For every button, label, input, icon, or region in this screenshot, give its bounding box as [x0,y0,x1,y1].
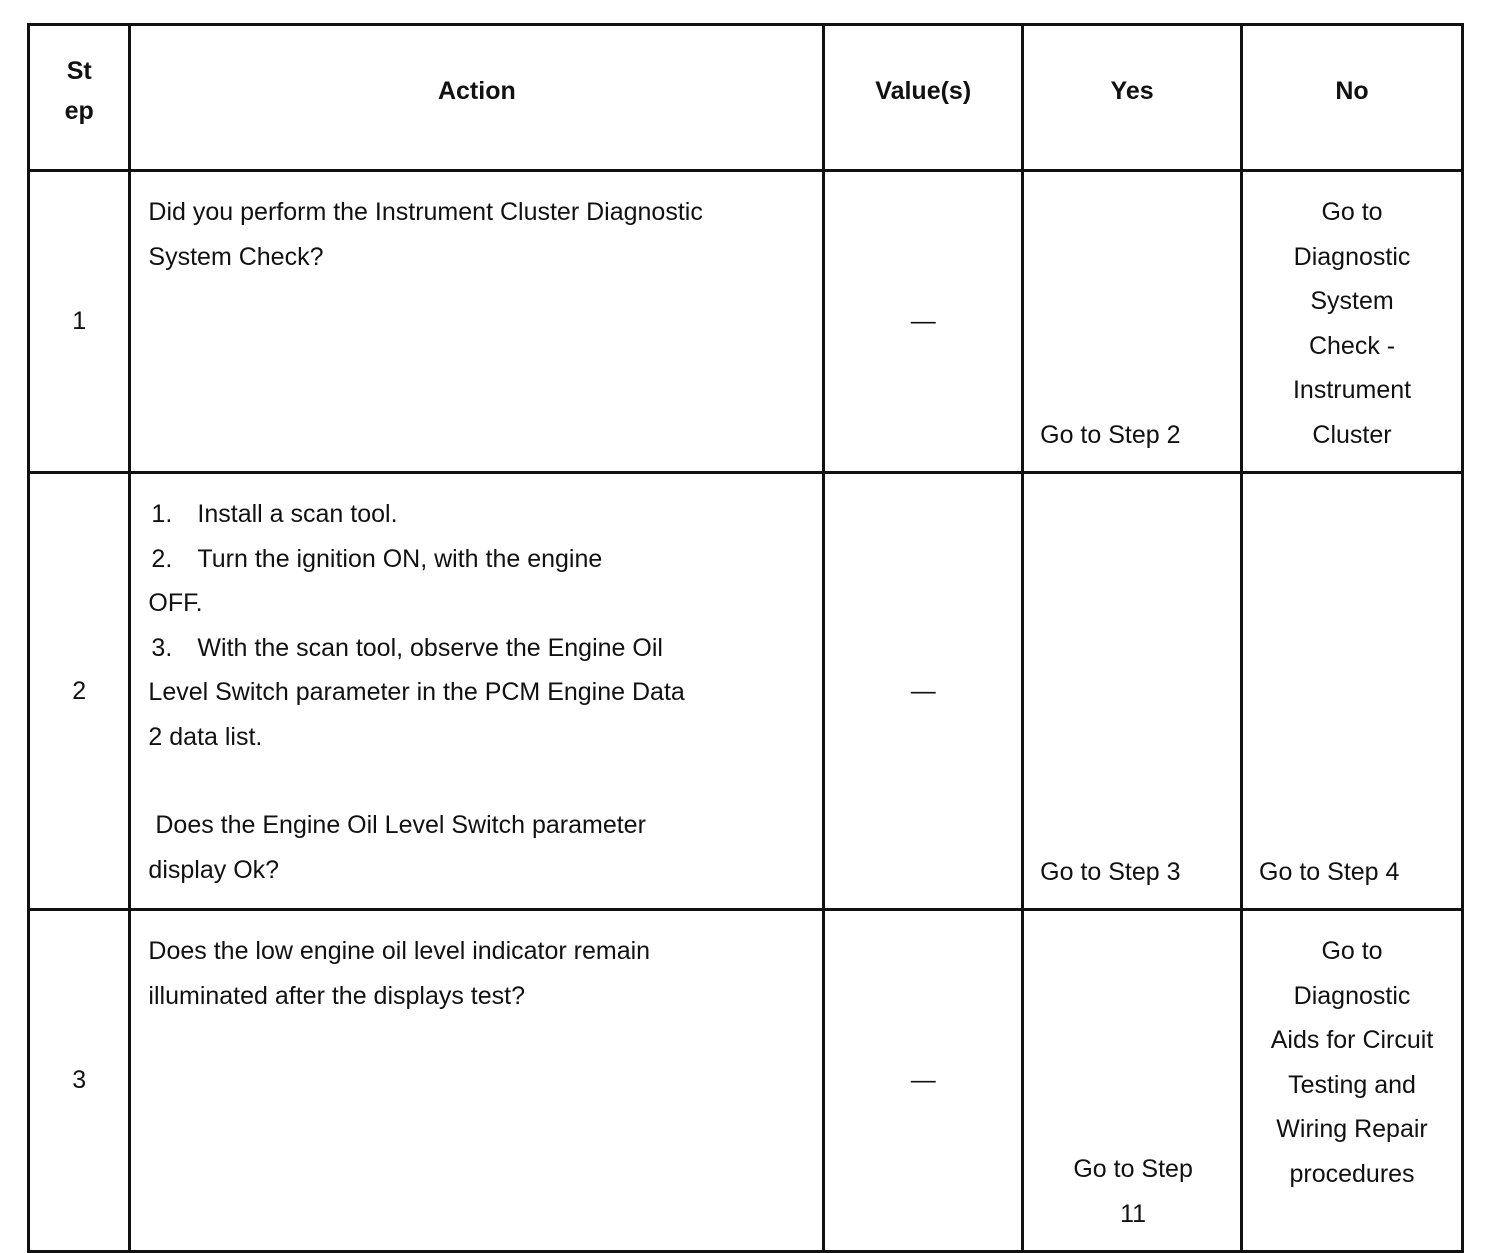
no-text: Cluster [1312,420,1392,449]
value-cell: — [824,171,1023,473]
table-row [29,910,1463,1252]
table-row [29,171,1463,473]
yes-cell: Go to Step 3 [1023,473,1242,910]
header-step [29,25,130,171]
item-number: 3. [151,633,173,662]
action-list-item [148,492,812,537]
action-text: OFF. [148,589,203,617]
action-cell [130,473,824,910]
item-text: With the scan tool, observe the Engine Oil [197,633,663,662]
no-text: Diagnostic [1293,242,1411,271]
no-text: procedures [1289,1159,1415,1188]
action-list-item [148,626,812,671]
action-text: Does the low engine oil level indicator remain [148,937,651,965]
value-cell: — [824,473,1023,910]
item-text: Install a scan tool. [197,500,398,528]
no-text: Diagnostic [1293,981,1411,1010]
spacer [148,759,812,803]
yes-text: 11 [1120,1199,1147,1228]
action-cell [130,171,824,473]
action-question: Does the Engine Oil Level Switch parameter [148,811,646,839]
no-text: Check - [1308,331,1396,360]
no-text: Go to [1321,937,1383,965]
action-list-item [148,537,812,582]
action-text: 2 data list. [148,722,263,751]
item-text: Turn the ignition ON, with the engine [197,544,603,573]
action-text: illuminated after the displays test? [148,981,526,1010]
step-number: 3 [29,910,130,1252]
no-text: Testing and [1288,1070,1416,1099]
no-cell: Go to Step 4 [1242,473,1463,910]
no-text: Aids for Circuit [1270,1026,1434,1054]
no-text: Instrument [1292,376,1412,404]
header-yes: Yes [1023,25,1242,171]
header-step-line2: ep [64,96,94,125]
yes-text: Go to Step [1073,1155,1193,1183]
header-value: Value(s) [824,25,1023,171]
no-text: Wiring Repair [1276,1115,1428,1143]
item-number: 1. [151,500,173,528]
table-row [29,473,1463,910]
value-cell: — [824,910,1023,1252]
action-text: Did you perform the Instrument Cluster Diagnostic [148,198,703,226]
header-action: Action [130,25,824,171]
yes-cell [1023,910,1242,1252]
item-number: 2. [151,544,173,573]
step-number: 1 [29,171,130,473]
header-step-line1: St [66,56,92,85]
action-text: System Check? [148,242,324,271]
action-text: Level Switch parameter in the PCM Engine Data [148,678,685,706]
no-cell [1242,171,1463,473]
header-no: No [1242,25,1463,171]
diagnostic-table [27,23,1464,1253]
action-question: display Ok? [148,855,280,884]
no-text: Go to [1321,198,1383,226]
step-number: 2 [29,473,130,910]
yes-cell: Go to Step 2 [1023,171,1242,473]
header-row [29,25,1463,171]
action-cell [130,910,824,1252]
no-cell [1242,910,1463,1252]
no-text: System [1310,287,1394,315]
